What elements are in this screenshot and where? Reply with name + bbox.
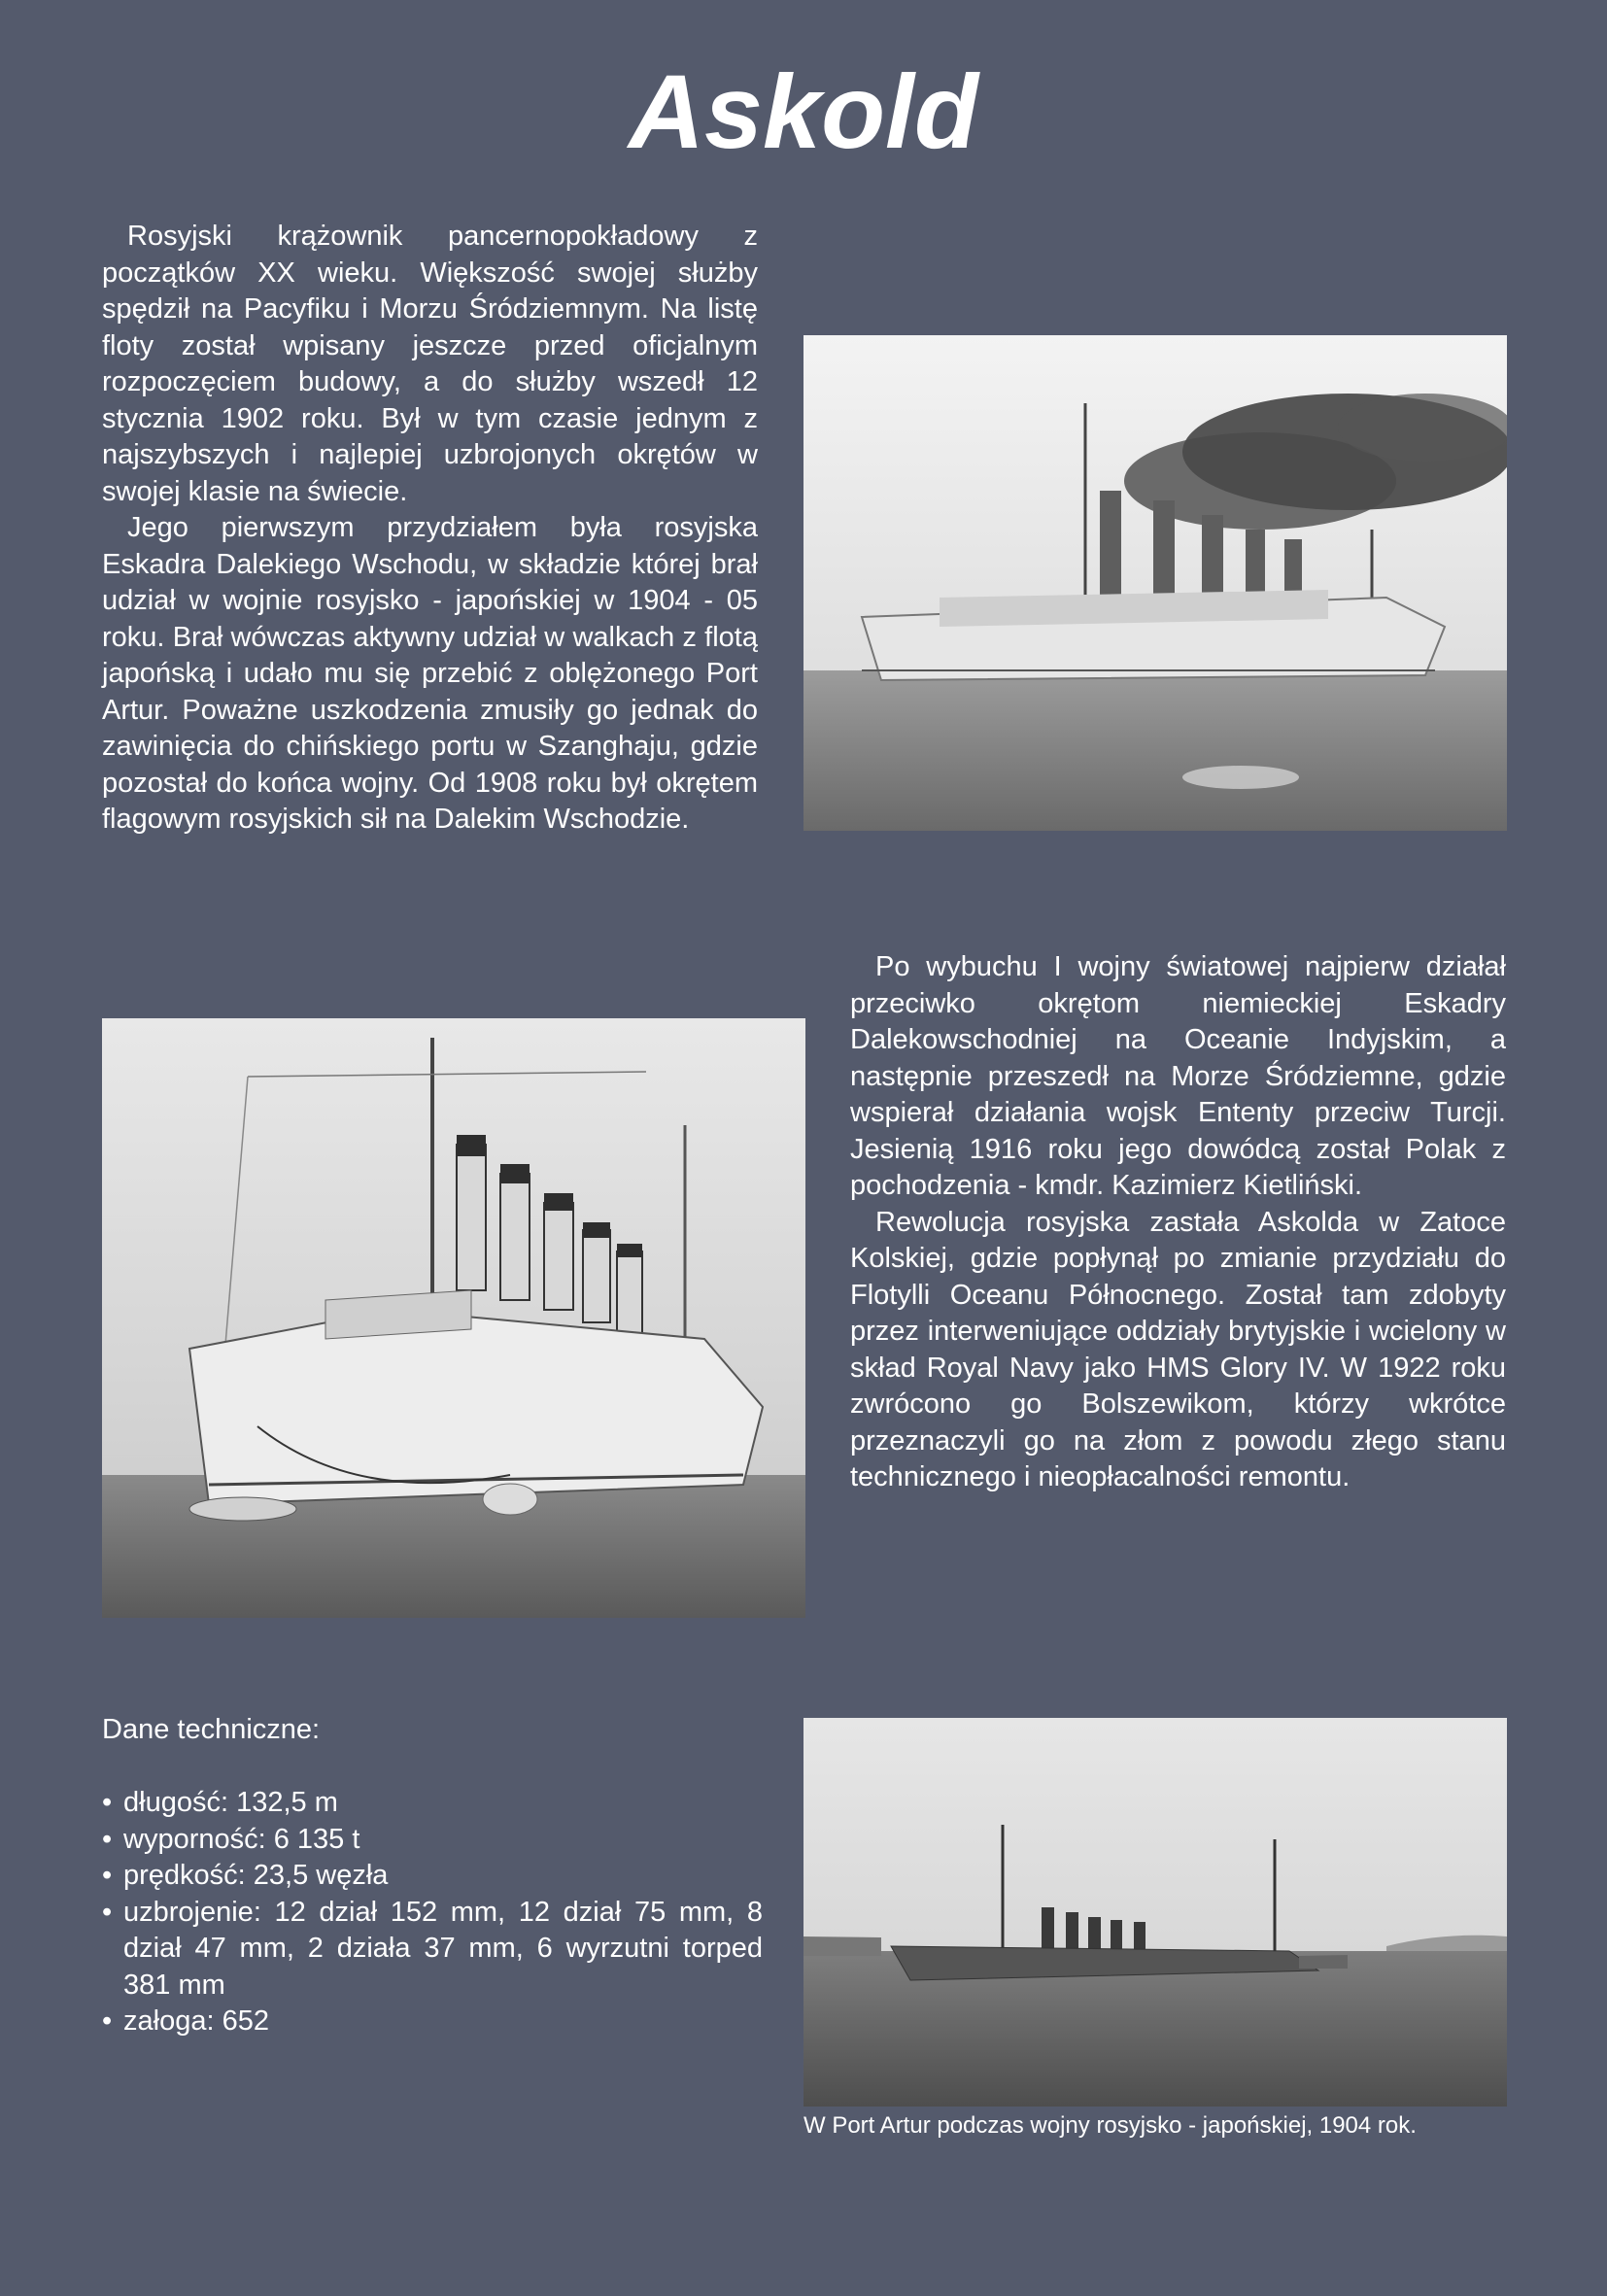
photo-cruiser-underway <box>804 335 1507 831</box>
spec-item: • prędkość: 23,5 węzła <box>102 1858 763 1895</box>
spec-item: • wyporność: 6 135 t <box>102 1822 763 1859</box>
paragraph: Rosyjski krążownik pancernopokładowy z początków XX wieku. Większość swojej służby spędził na Pacyfiku i Morzu Śródziemnym. Na listę floty został wpisany jeszcze przed oficjalnym rozpoczęciem budowy, a do służby wszedł 12 stycznia 1902 roku. Był w tym czasie jednym z najszybszych i najlepiej uzbrojonych okrętów w swojej klasie na świecie. <box>102 221 758 507</box>
spec-item: • uzbrojenie: 12 dział 152 mm, 12 dział 75 mm, 8 dział 47 mm, 2 działa 37 mm, 6 wyrzutni torped 381 mm <box>102 1895 763 2005</box>
technical-specs <box>102 1712 763 2040</box>
spec-item: • załoga: 652 <box>102 2004 763 2040</box>
article-column-left <box>102 219 758 839</box>
page-title: Askold <box>628 52 979 170</box>
photo-cruiser-anchored <box>102 1018 805 1618</box>
paragraph: Po wybuchu I wojny światowej najpierw działał przeciwko okrętom niemieckiej Eskadry Dalekowschodniej na Oceanie Indyjskim, a następnie przeszedł na Morze Śródziemne, gdzie wspierał działania wojsk Ententy przeciw Turcji. Jesienią 1916 roku jego dowódcą został Polak z pochodzenia - kmdr. Kazimierz Kietliński. <box>850 951 1506 1201</box>
article-column-right <box>850 949 1506 1496</box>
photo-caption: W Port Artur podczas wojny rosyjsko - japońskiej, 1904 rok. <box>804 2112 1417 2139</box>
paragraph: Jego pierwszym przydziałem była rosyjska Eskadra Dalekiego Wschodu, w składzie której brał udział w wojnie rosyjsko - japońskiej w 1904 - 05 roku. Brał wówczas aktywny udział w walkach z flotą japońską i udało mu się przebić z oblężonego Port Artur. Poważne uszkodzenia zmusiły go jednak do zawinięcia do chińskiego portu w Szanghaju, gdzie pozostał do końca wojny. Od 1908 roku był okrętem flagowym rosyjskich sił na Dalekim Wschodzie. <box>102 512 758 835</box>
specs-heading: Dane techniczne: <box>102 1714 321 1745</box>
photo-port-artur <box>804 1718 1507 2107</box>
paragraph: Rewolucja rosyjska zastała Askolda w Zatoce Kolskiej, gdzie popłynął po zmianie przydziału do Flotylli Oceanu Północnego. Został tam zdobyty przez interweniujące oddziały brytyjskie i wcielony w skład Royal Navy jako HMS Glory IV. W 1922 roku zwrócono go Bolszewikom, którzy wkrótce przeznaczyli go na złom z powodu złego stanu technicznego i nieopłacalności remontu. <box>850 1206 1506 1492</box>
spec-item: • długość: 132,5 m <box>102 1785 763 1822</box>
specs-list <box>102 1785 763 2040</box>
